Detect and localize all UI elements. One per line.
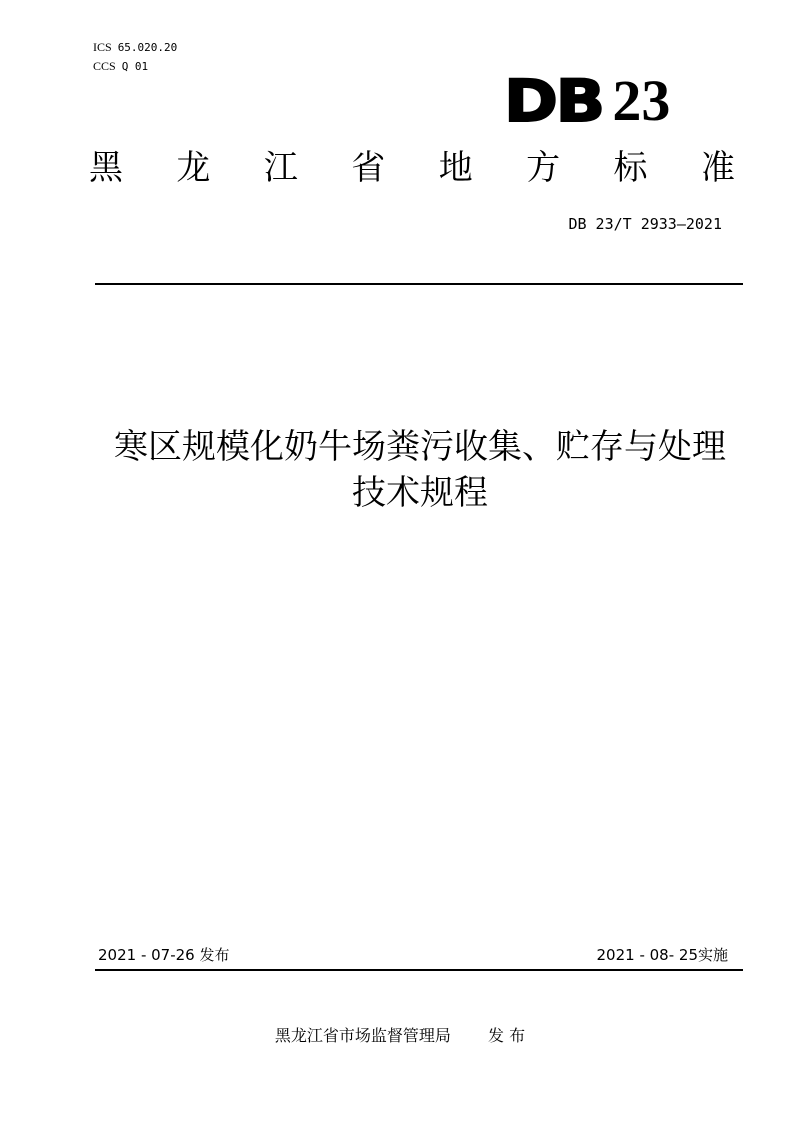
standard-code-prefix: DB (504, 67, 603, 135)
top-divider (95, 283, 743, 285)
document-title (60, 424, 780, 516)
document-title-line-1: 寒区规模化奶牛场粪污收集、贮存与处理 (114, 427, 726, 467)
publisher-line (0, 1024, 800, 1048)
standard-code-logo (504, 64, 671, 135)
ccs-value: Q 01 (121, 60, 149, 73)
document-title-line-2: 技术规程 (352, 473, 488, 513)
standard-number: DB 23/T 2933—2021 (568, 215, 722, 233)
publisher-organization: 黑龙江省市场监督管理局 (274, 1026, 451, 1045)
standard-type-char: 准 (700, 148, 735, 188)
publisher-action: 发 布 (488, 1026, 526, 1045)
standard-type-heading (88, 146, 736, 190)
ccs-line (93, 57, 177, 76)
standard-type-char: 地 (438, 148, 473, 188)
effective-date: 2021 - 08- 25实施 (596, 946, 728, 964)
standard-type-char: 龙 (176, 148, 211, 188)
issue-date: 2021 - 07-26 发布 (98, 946, 230, 964)
ccs-label: CCS (93, 59, 116, 73)
standard-type-char: 标 (613, 148, 648, 188)
standard-type-char: 省 (351, 148, 386, 188)
standard-type-char: 江 (263, 148, 298, 188)
standard-type-char: 黑 (89, 148, 123, 188)
standard-code-number: 23 (612, 68, 671, 133)
ics-value: 65.020.20 (117, 41, 178, 54)
ics-label: ICS (93, 40, 112, 54)
standard-type-char: 方 (526, 148, 561, 188)
ics-line (93, 38, 177, 57)
bottom-divider (95, 969, 743, 971)
classification-block (93, 38, 177, 76)
